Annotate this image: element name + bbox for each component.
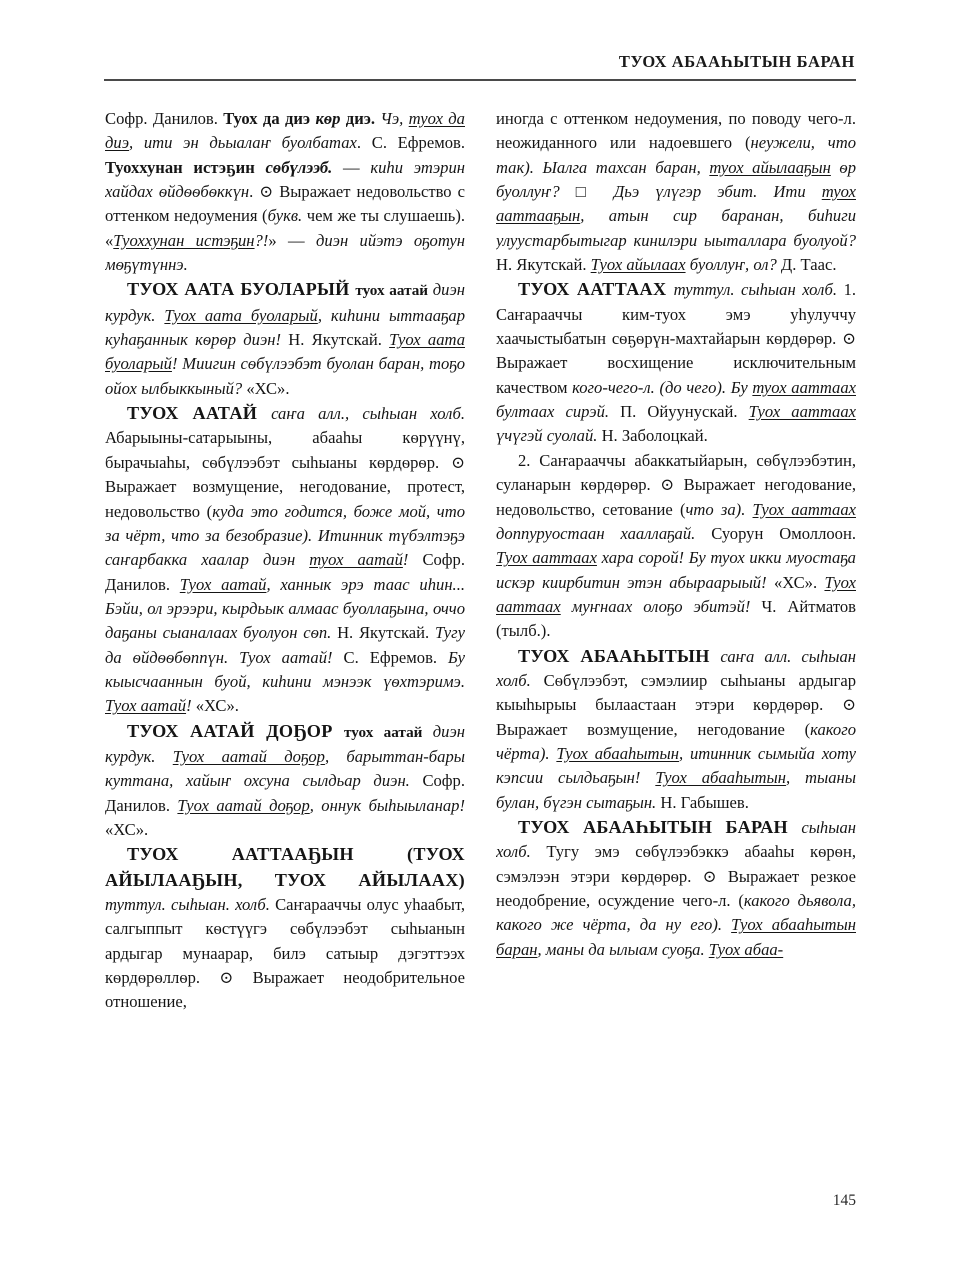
text-run-bold: Туох да диэ xyxy=(223,109,316,128)
text-run-italic-underline: Туох аатай xyxy=(105,696,187,716)
right-column xyxy=(496,107,856,1182)
text-run-headword: ТУОХ ААТТААХ xyxy=(518,279,674,300)
text-run-italic: Дьэ үлүгэр эбит. Ити xyxy=(613,182,822,202)
text-run-italic: ! Миигин сѳбүлээбэт буолан баран, тоҕо ойох ылбыккыный? xyxy=(105,354,465,398)
text-run-bold: Туоххунан истэҕин xyxy=(105,157,266,177)
text-run-italic: , оннук быһыыланар! xyxy=(309,795,465,815)
text-run-italic: какого дьявола, какого же чёрта, да ну его). xyxy=(496,891,856,935)
running-head-rule xyxy=(104,79,856,81)
text-run-headword: ТУОХ ААТАЙ ДОҔОР xyxy=(127,720,345,741)
text-run-italic: киһи этэрин хайдах ѳйдѳѳбѳккүн xyxy=(105,157,465,202)
text-run-italic: хара сорой! Бу туох икки муостаҕа искэр киирбитин этэн абыраарыый! xyxy=(496,548,856,592)
text-run-italic-underline: Туох ааттаах xyxy=(748,402,856,422)
text-run-bold-small: туох аатай xyxy=(344,723,433,741)
text-run-italic: , барыттан-бары куттана, хайыҥ охсуна сылдьар диэн. xyxy=(105,746,465,791)
text-run-italic: неужели, что так). Ыалга тахсан баран, xyxy=(496,133,856,177)
text-run-roman: Д. Таас. xyxy=(780,255,837,275)
text-run-roman: Абарыыны-сатарыыны, абааһы кѳрүүнү, бырачыаһы, сѳбүлээбэт сыһыаны кѳрдѳрѳр. ⊙ Выражает возмущение, негодование, протест, недовольство ( xyxy=(105,428,465,521)
dictionary-sense xyxy=(496,449,856,644)
text-run-bold-italic: кѳр xyxy=(315,109,346,128)
page-number: 145 xyxy=(832,1192,856,1209)
text-run-italic: Тугу да ѳйдѳѳбѳппүн. Туох аатай! xyxy=(105,623,465,667)
text-run-italic: ! xyxy=(186,696,196,716)
text-run-italic-underline: Туох абаа- xyxy=(708,939,784,959)
text-run-headword: ТУОХ ААТА БУОЛАРЫЙ xyxy=(127,279,356,300)
text-run-italic: , итинник сымыйа хоту кэпсии сылдьаҕын! xyxy=(496,743,856,788)
text-run-italic: какого чёрта). xyxy=(496,719,856,763)
running-head: ТУОХ АБААҺЫТЫН БАРАН xyxy=(618,52,855,71)
text-run-italic-underline: Туох абааһытын xyxy=(655,768,786,788)
text-run-roman: Сѳбүлээбэт, сэмэлиир сыһыаны ардыгар кыыһырыы былаастаан этэри кѳрдѳрѳр. ⊙ Выражает возмущение, негодование ( xyxy=(496,670,856,739)
text-run-italic: муҥнаах олоҕо эбитэй! xyxy=(560,596,762,616)
text-run-headword: ТУОХ АБААҺЫТЫН xyxy=(518,645,721,666)
text-run-italic: Чэ, xyxy=(380,109,409,128)
text-run-italic: диэн курдук. xyxy=(105,721,465,766)
text-run-italic-underline: Туох абааһытын xyxy=(556,743,679,763)
text-run-roman: «ХС». xyxy=(773,572,825,592)
text-run-italic: туттул. сыһыан. холб. xyxy=(105,895,276,914)
text-run-italic: сыһыан холб. xyxy=(496,817,856,862)
text-run-bold-italic: сѳбүлээб. xyxy=(265,157,344,177)
text-run-roman: Суорун Омоллоон. xyxy=(711,523,856,543)
text-run-italic-underline: Туох ааттаах xyxy=(496,572,856,616)
dictionary-entry xyxy=(105,719,465,843)
text-run-roman: Ч. Айтматов (тылб.). xyxy=(496,596,856,641)
text-run-italic: диэн ийэтэ оҕотун мѳҕүтүннэ. xyxy=(105,230,465,275)
text-run-roman: Софр. Данилов. xyxy=(105,550,465,594)
text-run-italic-underline: Туох абааһытын баран xyxy=(496,915,856,959)
text-run-italic: , ити эн дьыалаҥ буолбатах xyxy=(129,133,357,153)
text-run-roman: Н. Якутскай. xyxy=(496,255,591,275)
text-run-italic-underline: туох ааттаах xyxy=(752,377,856,397)
text-run-headword: ТУОХ ААТТААҔЫН (ТУОХ АЙЫЛААҔЫН, ТУОХ АЙЫЛААХ) xyxy=(105,844,465,890)
text-run-roman: Тугу эмэ сѳбүлээбэккэ абааһы кѳрѳн, сэмэлээн этэри кѳрдѳрѳр. ⊙ Выражает резкое неодобрение, осуждение чего-л. ( xyxy=(496,842,856,910)
text-run-roman: 2. Саҥарааччы абаккатыйарын, сѳбүлээбэтин, суланарын кѳрдѳрѳр. ⊙ Выражает негодование, недовольство, сетование ( xyxy=(496,450,856,519)
text-run-roman: П. Ойуунускай. xyxy=(620,402,749,422)
text-run-italic: кого-чего-л. (до чего). Бу xyxy=(572,377,753,397)
text-run-italic-underline: туох да диэ xyxy=(105,109,465,153)
text-run-italic: диэн курдук. xyxy=(105,280,465,325)
dictionary-entry xyxy=(105,277,465,401)
text-run-roman: Саҥарааччы олус уһаабыт, салгыппыт кѳстүүгэ сѳбүлээбэт сыһыанын ардыгар мунаарар, билэ сатыыр дэгэттээх кѳрдѳрѳллѳр. ⊙ Выражает неодобрительное отношение, xyxy=(105,895,465,1012)
text-run-italic: ! xyxy=(402,550,423,570)
text-run-roman: Н. Заболоцкай. xyxy=(601,426,708,446)
text-run-italic: доппуруостаан хааллаҕай. xyxy=(496,523,712,543)
text-run-italic: , тыаны булан, бүгэн сытаҕын. xyxy=(496,768,856,812)
text-run-roman: С. Ефремов. xyxy=(343,647,449,667)
text-run-roman: □ xyxy=(575,182,614,202)
dictionary-entry xyxy=(496,815,856,962)
text-run-italic-underline: Туох аатай доҕор xyxy=(172,746,325,766)
text-run-italic: , маны да ылыам суоҕа. xyxy=(537,939,709,959)
text-run-italic: туттул. сыһыан холб. xyxy=(673,280,844,300)
text-run-italic-underline: Туох ааттаах xyxy=(496,548,597,568)
text-run-italic: , атын сир баранан, биһиги улуустарбытыгар кинилэри ыыталлара буолуой? xyxy=(496,206,856,250)
text-run-roman: — xyxy=(343,157,371,177)
text-run-italic-underline: Туох ааттаах xyxy=(752,499,856,519)
text-run-bold-small: туох аатай xyxy=(355,282,433,300)
text-run-italic: үчүгэй суолай. xyxy=(496,426,602,446)
text-run-italic-underline: Туох аатай доҕор xyxy=(177,795,310,815)
text-run-italic-underline: туох ааттааҕын xyxy=(496,182,856,226)
text-run-italic: , киһини ыттааҕар куһаҕаннык кѳрѳр диэн! xyxy=(105,305,465,350)
text-run-italic: ѳр буоллуҥ? xyxy=(496,157,856,202)
text-run-roman: Софр. Данилов. xyxy=(105,109,224,128)
entry-continuation xyxy=(496,107,856,277)
text-run-roman: 1. Саҥарааччы ким-туох эмэ уһулуччу хаачыстыбатын сѳҕѳрүн-махтайарын кѳрдѳрѳр. ⊙ Выражает восхищение исключительным качеством xyxy=(496,280,856,397)
text-run-italic-underline: Туох айылаах xyxy=(590,255,686,275)
text-run-italic: что за). xyxy=(685,499,753,519)
dictionary-entry xyxy=(496,644,856,815)
text-run-headword: ТУОХ ААТАЙ xyxy=(127,403,272,424)
text-run-roman: «ХС». xyxy=(195,696,239,716)
left-column xyxy=(105,107,465,1182)
text-run-italic: буоллуҥ, ол? xyxy=(685,255,781,275)
text-run-italic: саҥа алл. сыһыан холб. xyxy=(496,646,856,690)
text-run-italic-underline: Туох аата буоларый xyxy=(105,330,465,374)
dictionary-entry xyxy=(496,277,856,448)
text-run-roman: «ХС». xyxy=(105,819,149,839)
dictionary-entry xyxy=(105,401,465,718)
text-run-italic-underline: Туох аата буоларый xyxy=(164,305,318,325)
text-run-italic-underline: туох айылааҕын xyxy=(709,157,831,177)
two-column-body xyxy=(105,107,857,1182)
text-run-bold: диэ. xyxy=(345,109,381,128)
text-run-italic: ?! xyxy=(254,230,269,250)
text-run-roman: «ХС». xyxy=(246,378,290,398)
text-run-italic: , ханнык эрэ таас иһин... Бэйи, ол эрээри, кырдьык алмаас буоллаҕына, оччо даҕаны сыаналаах буолуон сѳп. xyxy=(105,574,465,643)
text-run-roman: . ⊙ Выражает недовольство с оттенком недоумения ( xyxy=(105,182,465,226)
text-run-italic-underline: туох аатай xyxy=(309,550,403,570)
text-run-roman: Н. Габышев. xyxy=(660,792,749,812)
text-run-italic: бултаах сирэй. xyxy=(496,402,621,422)
text-run-roman: Софр. Данилов. xyxy=(105,771,465,815)
text-run-roman: Н. Якутскай. xyxy=(288,330,390,350)
text-run-roman: иногда с оттенком недоумения, по поводу чего-л. неожиданного или надоевшего ( xyxy=(496,109,856,153)
text-run-roman: . С. Ефремов. xyxy=(356,133,465,153)
text-run-italic-underline: Туох аатай xyxy=(179,574,267,594)
dictionary-entry xyxy=(105,842,465,1014)
text-run-italic-underline: Туоххунан истэҕин xyxy=(113,230,255,250)
text-run-headword: ТУОХ АБААҺЫТЫН БАРАН xyxy=(518,816,802,837)
text-run-italic: букв. xyxy=(267,206,307,226)
text-run-italic: саҥа алл., сыһыан холб. xyxy=(271,404,465,424)
text-run-italic: куда это годится, боже мой, что за чёрт, что за безобразие). Итинник түбэлтэҕэ саҥарбакка хаалар диэн xyxy=(105,501,465,570)
entry-continuation xyxy=(105,107,465,277)
text-run-roman: » — xyxy=(268,230,316,250)
text-run-roman: Н. Якутскай. xyxy=(337,623,435,643)
text-run-italic: Бу кыысчааннын буой, киһини мэнээк үѳхтэримэ. xyxy=(105,647,465,691)
text-run-roman: чем же ты слушаешь). « xyxy=(105,206,465,250)
